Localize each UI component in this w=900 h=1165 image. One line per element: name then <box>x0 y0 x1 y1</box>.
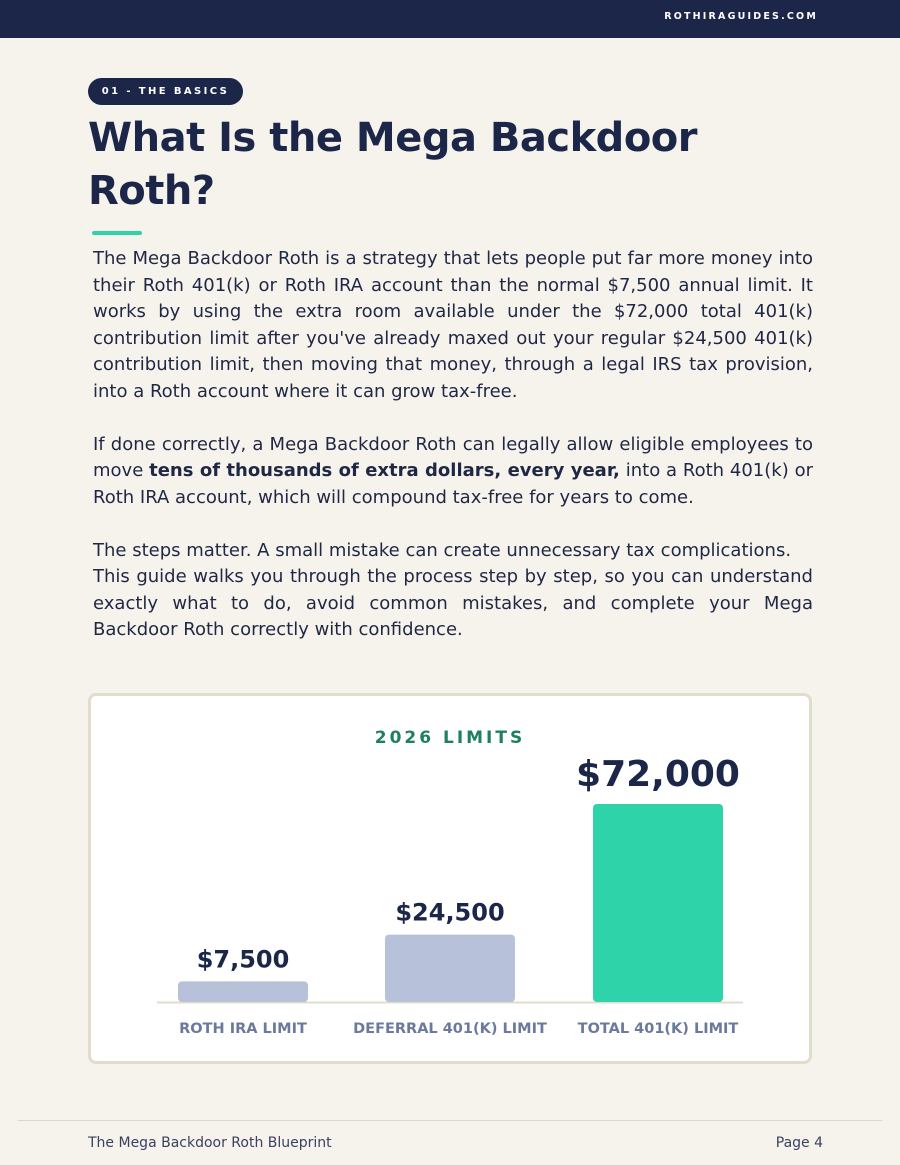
paragraph-benefit <box>93 432 813 512</box>
top-bar <box>0 0 900 38</box>
limits-chart <box>91 696 809 1061</box>
category-label: DEFERRAL 401(K) LIMIT <box>353 1021 547 1037</box>
bar-2 <box>385 935 515 1002</box>
paragraph-steps-rest: This guide walks you through the process step by step, so you can understand exactly what to do, avoid common mistakes, and complete your Mega Backdoor Roth correctly with confidence. <box>93 566 813 640</box>
bar-value-label: $7,500 <box>196 945 290 974</box>
paragraph-intro: The Mega Backdoor Roth is a strategy that lets people put far more money into their Roth 401(k) or Roth IRA account than the normal $7,500 annual limit. It works by using the extra room available under the $72,000 total 401(k) contribution limit after you've already maxed out your regular $24,500 401(k) contribution limit, then moving that money, through a legal IRS tax provision, into a Roth account where it can grow tax-free. <box>93 248 813 402</box>
bar-value-label: $72,000 <box>576 754 740 795</box>
limits-chart-card <box>88 693 812 1064</box>
bar-1 <box>178 981 308 1002</box>
page-number: Page 4 <box>775 1135 823 1151</box>
category-label: TOTAL 401(K) LIMIT <box>577 1021 739 1037</box>
category-label: ROTH IRA LIMIT <box>179 1021 307 1037</box>
paragraph-steps <box>93 538 813 644</box>
paragraph-benefit-text-end: into a Roth 401(k) or Roth IRA account, which will compound tax-free for years to come. <box>93 460 813 508</box>
paragraph-benefit-emphasis: tens of thousands of extra dollars, every year, <box>149 460 620 481</box>
paragraph-steps-first-line: The steps matter. A small mistake can create unnecessary tax complications. <box>93 539 792 561</box>
bar-3 <box>593 804 723 1002</box>
body-text <box>93 246 813 644</box>
section-tag: 01 - THE BASICS <box>88 78 243 105</box>
bar-value-label: $24,500 <box>395 898 505 927</box>
title-accent-bar <box>92 231 142 235</box>
site-name[interactable]: ROTHIRAGUIDES.COM <box>664 11 818 22</box>
page-title: What Is the Mega Backdoor Roth? <box>88 115 698 214</box>
footer-divider <box>18 1120 882 1121</box>
footer-title: The Mega Backdoor Roth Blueprint <box>88 1135 332 1151</box>
paragraph-benefit-text: If done correctly, a Mega Backdoor Roth can legally allow eligible employees to move <box>93 433 813 481</box>
chart-title: 2026 LIMITS <box>374 728 526 748</box>
